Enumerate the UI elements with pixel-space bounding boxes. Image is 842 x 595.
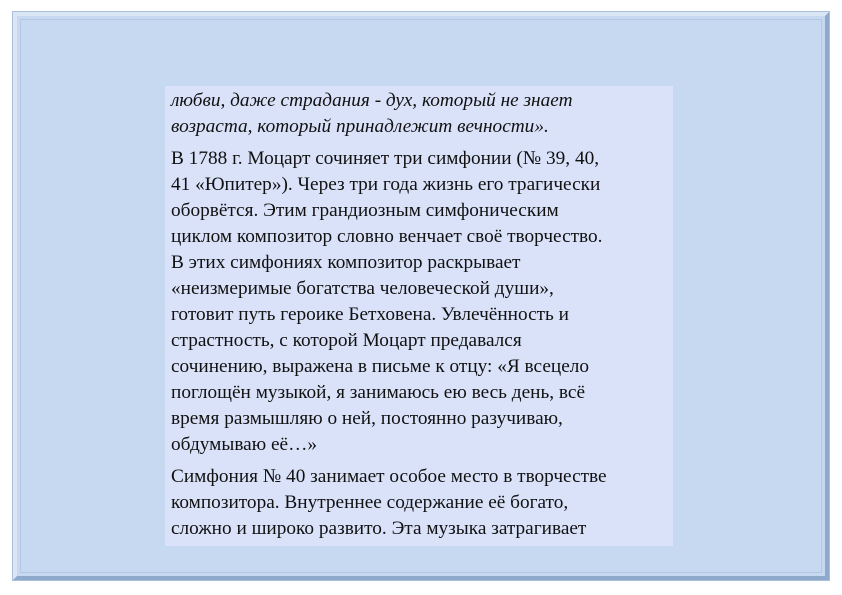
text-line: «неизмеримые богатства человеческой души», xyxy=(171,278,554,299)
text-line: сочинению, выражена в письме к отцу: «Я всецело xyxy=(171,356,590,377)
text-line: готовит путь героике Бетховена. Увлечённость и xyxy=(171,304,569,325)
paragraph-symphony-40 xyxy=(171,464,667,542)
paragraph-symphonies-1788 xyxy=(171,146,667,458)
text-line: возраста, который принадлежит вечности». xyxy=(171,116,549,137)
text-line: время размышляю о ней, постоянно разучиваю, xyxy=(171,408,563,429)
text-line: Симфония № 40 занимает особое место в творчестве xyxy=(171,466,607,487)
text-line: В 1788 г. Моцарт сочиняет три симфонии (№ 39, 40, xyxy=(171,148,600,169)
text-line: страстность, с которой Моцарт предавался xyxy=(171,330,522,351)
text-line: обдумываю её…» xyxy=(171,434,317,455)
text-line: композитора. Внутреннее содержание её богато, xyxy=(171,492,569,513)
text-line: 41 «Юпитер»). Через три года жизнь его трагически xyxy=(171,174,601,195)
paragraph-quote-ending xyxy=(171,88,667,140)
text-line: поглощён музыкой, я занимаюсь ею весь день, всё xyxy=(171,382,586,403)
text-line: циклом композитор словно венчает своё творчество. xyxy=(171,226,603,247)
text-line: В этих симфониях композитор раскрывает xyxy=(171,252,521,273)
text-line: оборвётся. Этим грандиозным симфоническим xyxy=(171,200,559,221)
text-box xyxy=(165,86,673,546)
text-line: любви, даже страдания - дух, который не знает xyxy=(171,90,573,111)
text-line: сложно и широко развито. Эта музыка затрагивает xyxy=(171,518,587,539)
